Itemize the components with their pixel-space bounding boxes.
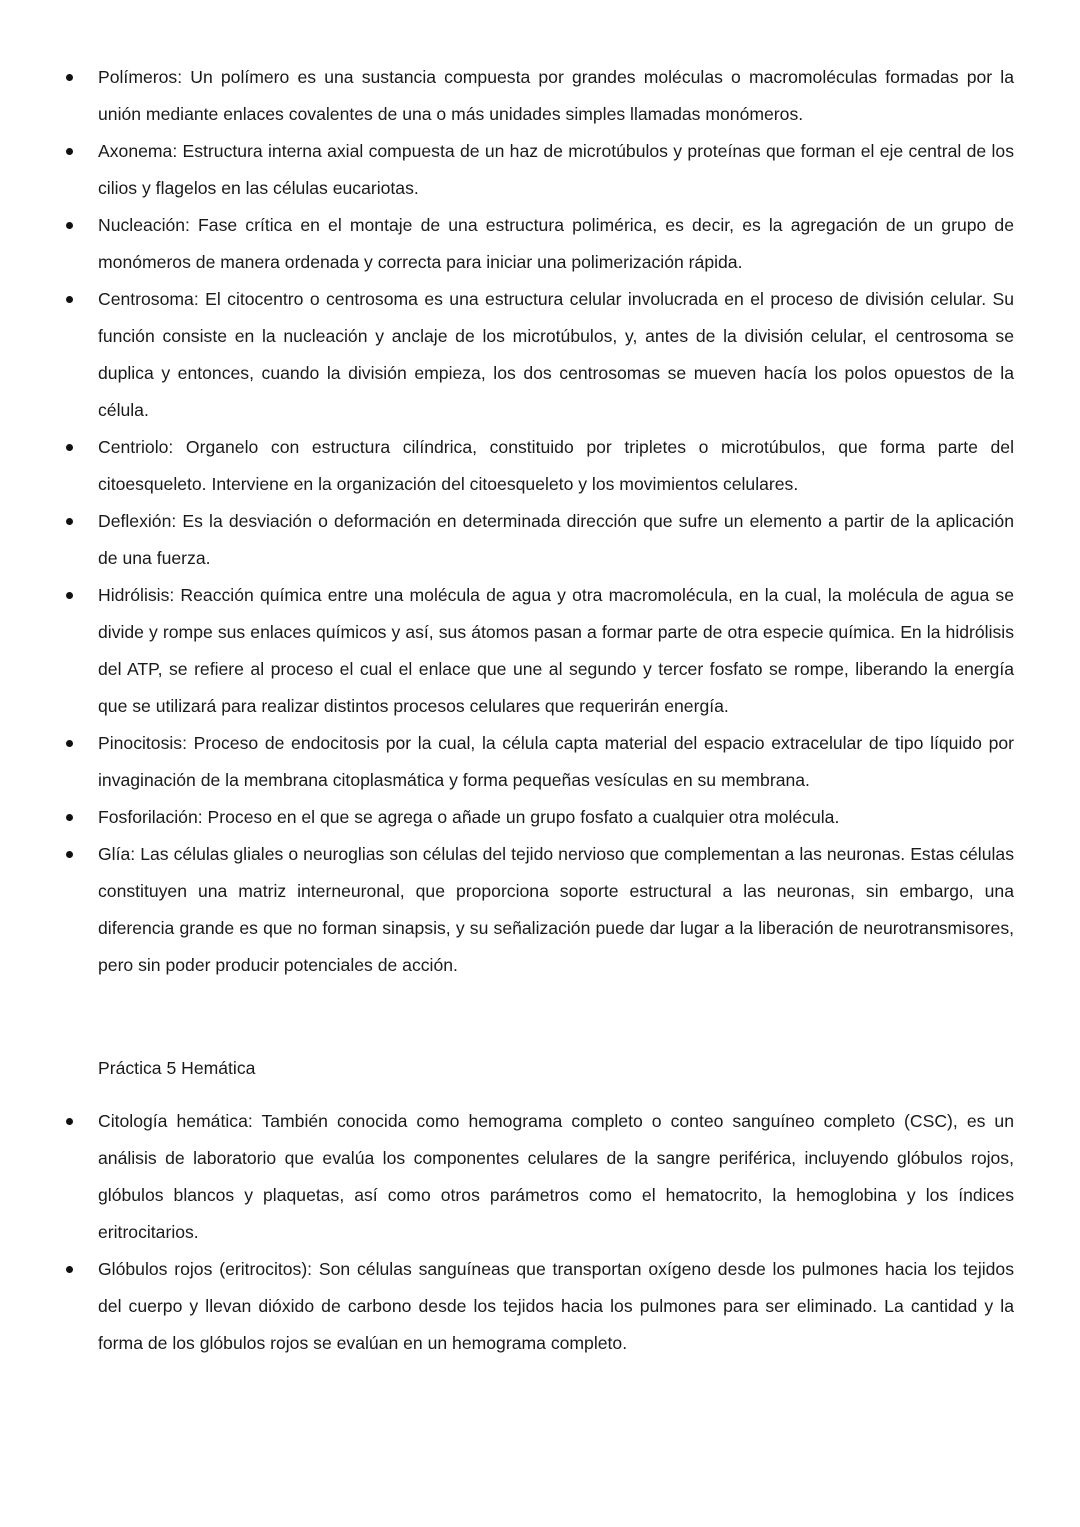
- glossary-item: [0, 1251, 1014, 1362]
- bullet-icon: [66, 814, 73, 821]
- glossary-item: [0, 799, 1014, 836]
- bullet-icon: [66, 1266, 73, 1273]
- bullet-icon: [66, 148, 73, 155]
- bullet-icon: [66, 74, 73, 81]
- bullet-icon: [66, 222, 73, 229]
- bullet-icon: [66, 740, 73, 747]
- glossary-item-text: Nucleación: Fase crítica en el montaje de una estructura polimérica, es decir, es la agregación de un grupo de monómeros de manera ordenada y correcta para iniciar una polimerización rápida.: [98, 215, 1014, 272]
- glossary-item-text: Citología hemática: También conocida como hemograma completo o conteo sanguíneo completo (CSC), es un análisis de laboratorio que evalúa los componentes celulares de la sangre periférica, incluyendo glóbulos rojos, glóbulos blancos y plaquetas, así como otros parámetros como el hematocrito, la hemoglobina y los índices eritrocitarios.: [98, 1111, 1014, 1242]
- glossary-item: [0, 1103, 1014, 1251]
- glossary-item: [0, 281, 1014, 429]
- glossary-item: [0, 577, 1014, 725]
- glossary-item-text: Centriolo: Organelo con estructura cilíndrica, constituido por tripletes o microtúbulos, que forma parte del citoesqueleto. Interviene en la organización del citoesqueleto y los movimientos celulares.: [98, 437, 1014, 494]
- glossary-item-text: Deflexión: Es la desviación o deformación en determinada dirección que sufre un elemento a partir de la aplicación de una fuerza.: [98, 511, 1014, 568]
- bullet-icon: [66, 296, 73, 303]
- glossary-item-text: Pinocitosis: Proceso de endocitosis por la cual, la célula capta material del espacio extracelular de tipo líquido por invaginación de la membrana citoplasmática y forma pequeñas vesículas en su membrana.: [98, 733, 1014, 790]
- glossary-item: [0, 207, 1014, 281]
- glossary-list: [0, 59, 1080, 984]
- glossary-item: [0, 725, 1014, 799]
- bullet-icon: [66, 444, 73, 451]
- glossary-item-text: Glóbulos rojos (eritrocitos): Son células sanguíneas que transportan oxígeno desde los pulmones hacia los tejidos del cuerpo y llevan dióxido de carbono desde los tejidos hacia los pulmones para ser eliminado. La cantidad y la forma de los glóbulos rojos se evalúan en un hemograma completo.: [98, 1259, 1014, 1353]
- glossary-item-text: Centrosoma: El citocentro o centrosoma es una estructura celular involucrada en el proceso de división celular. Su función consiste en la nucleación y anclaje de los microtúbulos, y, antes de la división celular, el centrosoma se duplica y entonces, cuando la división empieza, los dos centrosomas se mueven hacía los polos opuestos de la célula.: [98, 289, 1014, 420]
- glossary-item-text: Hidrólisis: Reacción química entre una molécula de agua y otra macromolécula, en la cual, la molécula de agua se divide y rompe sus enlaces químicos y así, sus átomos pasan a formar parte de otra especie química. En la hidrólisis del ATP, se refiere al proceso el cual el enlace que une al segundo y tercer fosfato se rompe, liberando la energía que se utilizará para realizar distintos procesos celulares que requerirán energía.: [98, 585, 1014, 716]
- bullet-icon: [66, 518, 73, 525]
- glossary-item-text: Fosforilación: Proceso en el que se agrega o añade un grupo fosfato a cualquier otra molécula.: [98, 807, 840, 827]
- glossary-item: [0, 836, 1014, 984]
- glossary-item-text: Axonema: Estructura interna axial compuesta de un haz de microtúbulos y proteínas que forman el eje central de los cilios y flagelos en las células eucariotas.: [98, 141, 1014, 198]
- glossary-item: [0, 429, 1014, 503]
- bullet-icon: [66, 851, 73, 858]
- glossary-item-text: Glía: Las células gliales o neuroglias son células del tejido nervioso que complementan a las neuronas. Estas células constituyen una matriz interneuronal, que proporciona soporte estructural a las neuronas, sin embargo, una diferencia grande es que no forman sinapsis, y su señalización puede dar lugar a la liberación de neurotransmisores, pero sin poder producir potenciales de acción.: [98, 844, 1014, 975]
- glossary-item: [0, 59, 1014, 133]
- hematic-glossary-list: [0, 1103, 1080, 1362]
- glossary-item: [0, 133, 1014, 207]
- section-heading: Práctica 5 Hemática: [98, 1058, 256, 1078]
- glossary-item: [0, 503, 1014, 577]
- glossary-item-text: Polímeros: Un polímero es una sustancia compuesta por grandes moléculas o macromoléculas formadas por la unión mediante enlaces covalentes de una o más unidades simples llamadas monómeros.: [98, 67, 1014, 124]
- bullet-icon: [66, 1118, 73, 1125]
- bullet-icon: [66, 592, 73, 599]
